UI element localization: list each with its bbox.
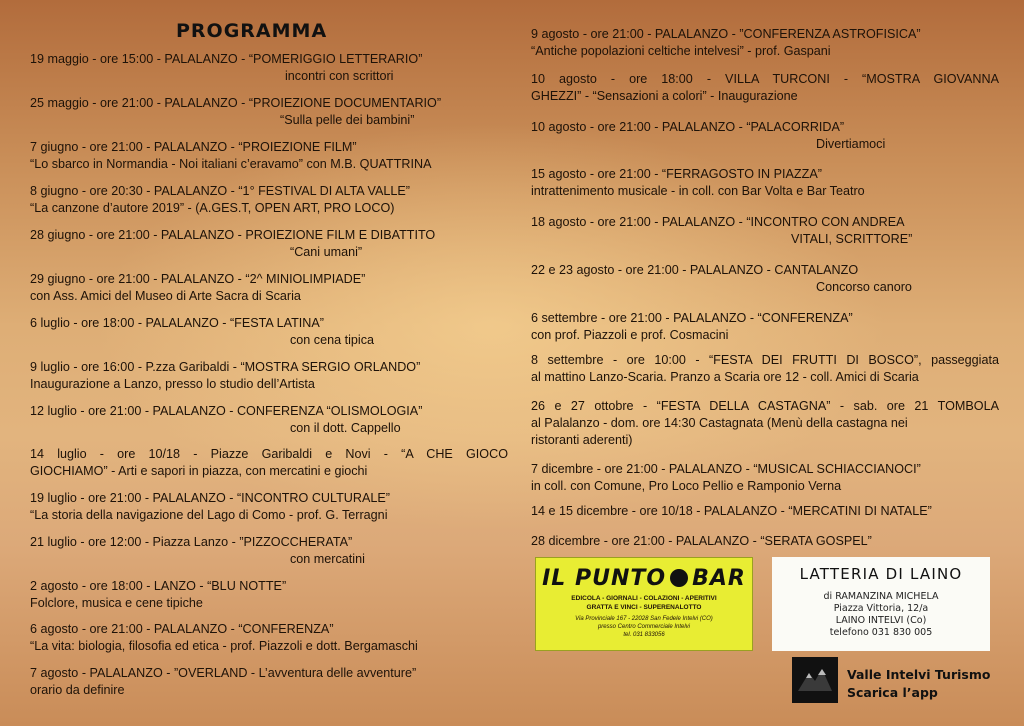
event-item: 6 agosto - ore 21:00 - PALALANZO - “CONFERENZA” “La vita: biologia, filosofia ed etica - prof. Piazzoli e dott. Bergamaschi — [30, 622, 418, 653]
event-item: 26 e 27 ottobre - “FESTA DELLA CASTAGNA” - sab. ore 21 TOMBOLA al Palalanzo - dom. ore 14:30 Castagnata (Menù della castagna nei ristoranti aderenti) — [531, 399, 999, 447]
mountain-logo-icon — [792, 657, 838, 703]
event-item: 6 luglio - ore 18:00 - PALALANZO - “FESTA LATINA” con cena tipica — [30, 316, 375, 347]
event-item: 18 agosto - ore 21:00 - PALALANZO - “INCONTRO CON ANDREA VITALI, SCRITTORE” — [531, 215, 913, 246]
event-item: 19 maggio - ore 15:00 - PALALANZO - “POMERIGGIO LETTERARIO” incontri con scrittori — [30, 52, 423, 83]
event-item: 25 maggio - ore 21:00 - PALALANZO - “PROIEZIONE DOCUMENTARIO” “Sulla pelle dei bambini” — [30, 96, 442, 127]
event-item: 9 luglio - ore 16:00 - P.zza Garibaldi - “MOSTRA SERGIO ORLANDO” Inaugurazione a Lanzo, presso lo studio dell’Artista — [30, 360, 421, 391]
event-item: 14 luglio - ore 10/18 - Piazze Garibaldi e Novi - “A CHE GIOCO GIOCHIAMO” - Arti e sapori in piazza, con mercatini e giochi — [30, 447, 508, 478]
event-item: 8 settembre - ore 10:00 - “FESTA DEI FRUTTI DI BOSCO”, passeggiata al mattino Lanzo-Scaria. Pranzo a Scaria ore 12 - coll. Amici di Scaria — [531, 353, 999, 384]
event-item: 21 luglio - ore 12:00 - Piazza Lanzo - ”PIZZOCCHERATA” con mercatini — [30, 535, 365, 566]
valle-intelvi-app-promo — [790, 657, 1000, 707]
app-promo-text: Valle Intelvi Turismo Scarica l’app — [847, 667, 991, 700]
ball-icon — [670, 569, 688, 587]
event-item: 28 giugno - ore 21:00 - PALALANZO - PROIEZIONE FILM E DIBATTITO “Cani umani” — [30, 228, 436, 259]
event-item: 15 agosto - ore 21:00 - “FERRAGOSTO IN PIAZZA” intrattenimento musicale - in coll. con Bar Volta e Bar Teatro — [531, 167, 865, 198]
latteria-name: LATTERIA DI LAINO — [799, 565, 963, 583]
punto-services: EDICOLA - GIORNALI - COLAZIONI - APERITIVI GRATTA E VINCI - SUPERENALOTTO — [571, 595, 717, 611]
event-item: 7 dicembre - ore 21:00 - PALALANZO - “MUSICAL SCHIACCIANOCI” in coll. con Comune, Pro Loco Pellio e Ramponio Verna — [531, 462, 921, 493]
event-item: 22 e 23 agosto - ore 21:00 - PALALANZO - CANTALANZO Concorso canoro — [531, 263, 912, 294]
latteria-street: Piazza Vittoria, 12/a — [833, 603, 929, 614]
event-item: 8 giugno - ore 20:30 - PALALANZO - “1° FESTIVAL DI ALTA VALLE” “La canzone d’autore 2019” - (A.GES.T, OPEN ART, PRO LOCO) — [30, 184, 410, 215]
latteria-owner: di RAMANZINA MICHELA — [823, 591, 939, 602]
il-punto-bar-logo: IL PUNTO BAR — [542, 566, 746, 591]
page-title: PROGRAMMA — [176, 20, 328, 42]
event-item: 28 dicembre - ore 21:00 - PALALANZO - “SERATA GOSPEL” — [531, 534, 872, 548]
event-item: 10 agosto - ore 21:00 - PALALANZO - “PALACORRIDA” Divertiamoci — [531, 120, 886, 151]
event-item: 7 agosto - PALALANZO - ”OVERLAND - L’avventura delle avventure” orario da definire — [30, 666, 417, 697]
event-item: 14 e 15 dicembre - ore 10/18 - PALALANZO - “MERCATINI DI NATALE” — [531, 504, 932, 518]
sponsor-il-punto-bar — [535, 557, 753, 651]
event-item: 10 agosto - ore 18:00 - VILLA TURCONI - “MOSTRA GIOVANNA GHEZZI” - “Sensazioni a colori” - Inaugurazione — [531, 72, 999, 103]
sponsor-latteria-di-laino — [772, 557, 990, 651]
event-item: 6 settembre - ore 21:00 - PALALANZO - “CONFERENZA” con prof. Piazzoli e prof. Cosmacini — [531, 311, 853, 342]
latteria-phone: telefono 031 830 005 — [829, 627, 933, 638]
event-item: 29 giugno - ore 21:00 - PALALANZO - “2^ MINIOLIMPIADE” con Ass. Amici del Museo di Arte Sacra di Scaria — [30, 272, 366, 303]
event-item: 9 agosto - ore 21:00 - PALALANZO - ”CONFERENZA ASTROFISICA” “Antiche popolazioni celtiche intelvesi” - prof. Gaspani — [531, 27, 921, 58]
event-item: 7 giugno - ore 21:00 - PALALANZO - “PROIEZIONE FILM” “Lo sbarco in Normandia - Noi italiani c’eravamo” con M.B. QUATTRINA — [30, 140, 432, 171]
latteria-city: LAINO INTELVI (Co) — [835, 615, 927, 626]
event-item: 2 agosto - ore 18:00 - LANZO - “BLU NOTTE” Folclore, musica e cene tipiche — [30, 579, 287, 610]
event-item: 19 luglio - ore 21:00 - PALALANZO - “INCONTRO CULTURALE” “La storia della navigazione del Lago di Como - prof. G. Terragni — [30, 491, 390, 522]
event-item: 12 luglio - ore 21:00 - PALALANZO - CONFERENZA “OLISMOLOGIA” con il dott. Cappello — [30, 404, 423, 435]
punto-address: Via Provinciale 167 - 22028 San Fedele Intelvi (CO) presso Centro Commerciale Intelvi tel. 031 833056 — [575, 616, 713, 638]
